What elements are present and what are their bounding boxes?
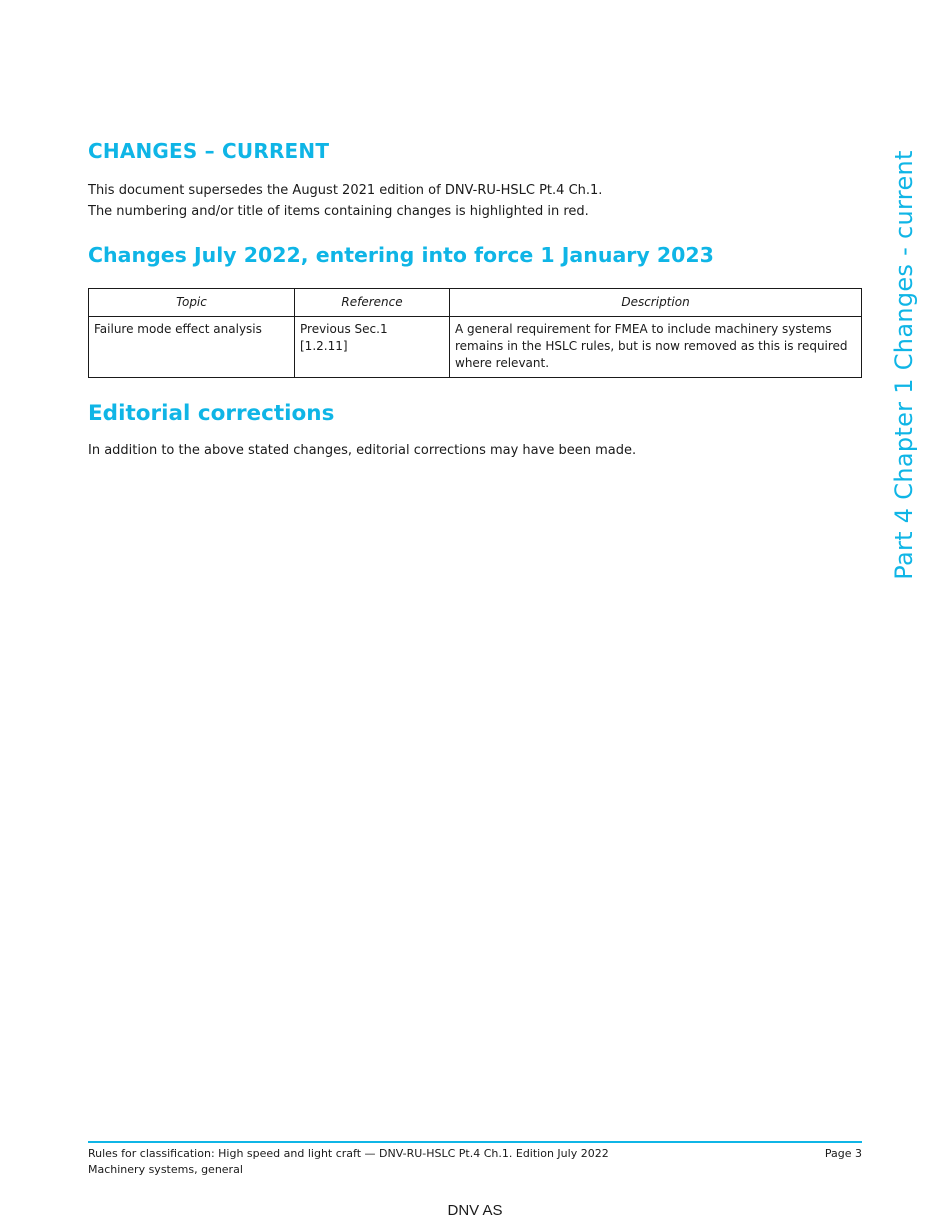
footer-document-title: Rules for classification: High speed and light craft — DNV-RU-HSLC Pt.4 Ch.1. Edition July 2022 [88, 1147, 609, 1160]
table-header-row [89, 289, 862, 317]
reference-item: [1.2.11] [300, 339, 348, 353]
cell-topic: Failure mode effect analysis [89, 317, 295, 378]
footer-divider [88, 1141, 862, 1143]
reference-section: Previous Sec.1 [300, 322, 388, 336]
footer-document-line [88, 1147, 862, 1161]
editorial-heading: Editorial corrections [88, 401, 335, 426]
intro-line-supersedes: This document supersedes the August 2021 edition of DNV-RU-HSLC Pt.4 Ch.1. [88, 183, 603, 198]
cell-reference [295, 317, 450, 378]
intro-line-numbering: The numbering and/or title of items containing changes is highlighted in red. [88, 204, 589, 219]
page-title: CHANGES – CURRENT [88, 139, 330, 163]
column-header-description: Description [450, 289, 862, 317]
changes-table [88, 288, 862, 378]
cell-description: A general requirement for FMEA to include machinery systems remains in the HSLC rules, but is now removed as this is required where relevant. [450, 317, 862, 378]
column-header-reference: Reference [295, 289, 450, 317]
changes-heading: Changes July 2022, entering into force 1 January 2023 [88, 243, 714, 267]
publisher-name: DNV AS [447, 1202, 503, 1219]
editorial-paragraph: In addition to the above stated changes, editorial corrections may have been made. [88, 443, 637, 458]
table-row [89, 317, 862, 378]
footer-subtitle: Machinery systems, general [88, 1163, 243, 1176]
intro-paragraph [88, 180, 602, 222]
side-chapter-label: Part 4 Chapter 1 Changes - current [890, 150, 918, 580]
column-header-topic: Topic [89, 289, 295, 317]
page-number: Page 3 [824, 1147, 862, 1160]
